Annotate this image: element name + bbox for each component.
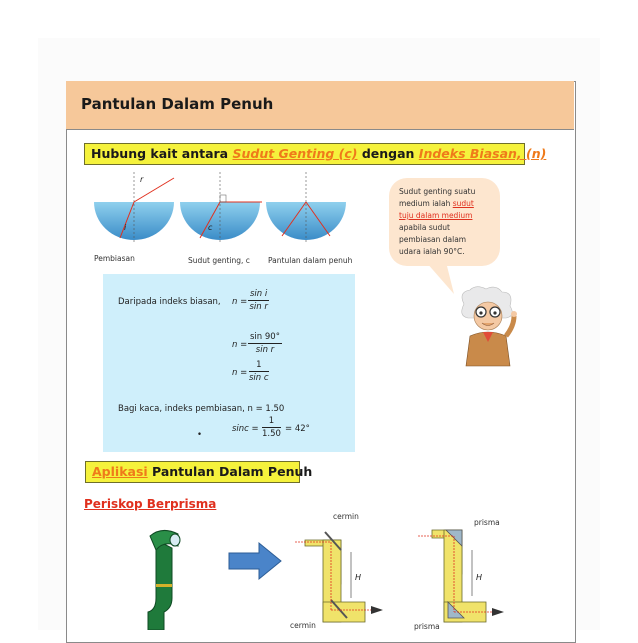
- right-arrow-icon: [227, 541, 283, 581]
- caption-refraction: Pembiasan: [94, 254, 135, 263]
- denominator-sin-c: sin c: [249, 373, 269, 383]
- periscope-photo: [142, 528, 190, 630]
- caption-total-internal-reflection: Pantulan dalam penuh: [268, 256, 353, 265]
- application-link[interactable]: Aplikasi: [92, 464, 148, 479]
- label-cermin-bottom: cermin: [290, 621, 316, 630]
- height-label-h: H: [355, 573, 362, 582]
- formula-n-eq-3: n =: [232, 368, 248, 378]
- symbol-c: c: [208, 223, 213, 232]
- critical-angle-link[interactable]: Sudut Genting (c): [232, 146, 358, 161]
- numerator-sin-i: sin i: [250, 289, 268, 299]
- fraction-one-over-n: [262, 416, 281, 439]
- diagram-total-internal-reflection: [266, 172, 346, 242]
- note-tail: [420, 262, 460, 296]
- denominator-n-value: 1.50: [262, 429, 281, 439]
- banner-prefix: Hubung kait antara: [91, 146, 233, 161]
- formula-intro: Daripada indeks biasan,: [118, 297, 221, 307]
- symbol-i: i: [124, 223, 127, 232]
- note-text-start: Sudut genting suatu medium ialah: [399, 187, 476, 208]
- symbol-r: r: [140, 175, 144, 184]
- numerator-one: 1: [256, 360, 262, 370]
- formula-n-eq-2: n =: [232, 340, 248, 350]
- note-text-end: apabila sudut pembiasan dalam udara ialah 90°C.: [399, 223, 467, 256]
- label-prisma-bottom: prisma: [414, 622, 440, 631]
- denominator-sin-r: sin r: [249, 302, 268, 312]
- height-label-h-2: H: [476, 573, 483, 582]
- refraction-diagrams: [90, 170, 360, 250]
- diagram-refraction: [94, 172, 174, 242]
- relation-banner: [84, 143, 547, 165]
- critical-angle-result: = 42°: [285, 424, 310, 434]
- application-banner-rest: Pantulan Dalam Penuh: [147, 464, 313, 479]
- formula-sinc-eq: sinc =: [232, 424, 259, 434]
- mirror-periscope-diagram: [295, 522, 395, 630]
- page-title: Pantulan Dalam Penuh: [81, 95, 274, 113]
- glass-index-text: Bagi kaca, indeks pembiasan, n = 1.50: [118, 404, 285, 414]
- formula-n-eq-1: n =: [232, 297, 248, 307]
- label-prisma-top: prisma: [474, 518, 500, 527]
- section-header: [66, 81, 574, 130]
- fraction-sin-i-over-sin-r: [248, 289, 269, 312]
- numerator-one-2: 1: [268, 416, 275, 426]
- fraction-sin90-over-sin-r: [248, 332, 282, 355]
- professor-illustration: [456, 286, 520, 370]
- fraction-one-over-sin-c: [249, 360, 269, 383]
- definition-note: [389, 178, 500, 266]
- label-cermin-top: cermin: [333, 512, 359, 521]
- note-highlight: sudut tuju dalam medium: [399, 199, 474, 220]
- diagram-critical-angle: [180, 172, 262, 242]
- application-banner: [85, 461, 313, 483]
- prism-periscope-diagram: [418, 524, 518, 630]
- prism-periscope-heading: Periskop Berprisma: [84, 497, 217, 511]
- caption-critical-angle: Sudut genting, c: [188, 256, 250, 265]
- denominator-sin-r-2: sin r: [255, 345, 275, 355]
- banner-middle: dengan: [357, 146, 419, 161]
- numerator-sin-90: sin 90°: [250, 332, 280, 342]
- bullet-dot: •: [197, 430, 203, 440]
- refractive-index-link[interactable]: Indeks Biasan, (n): [418, 146, 547, 161]
